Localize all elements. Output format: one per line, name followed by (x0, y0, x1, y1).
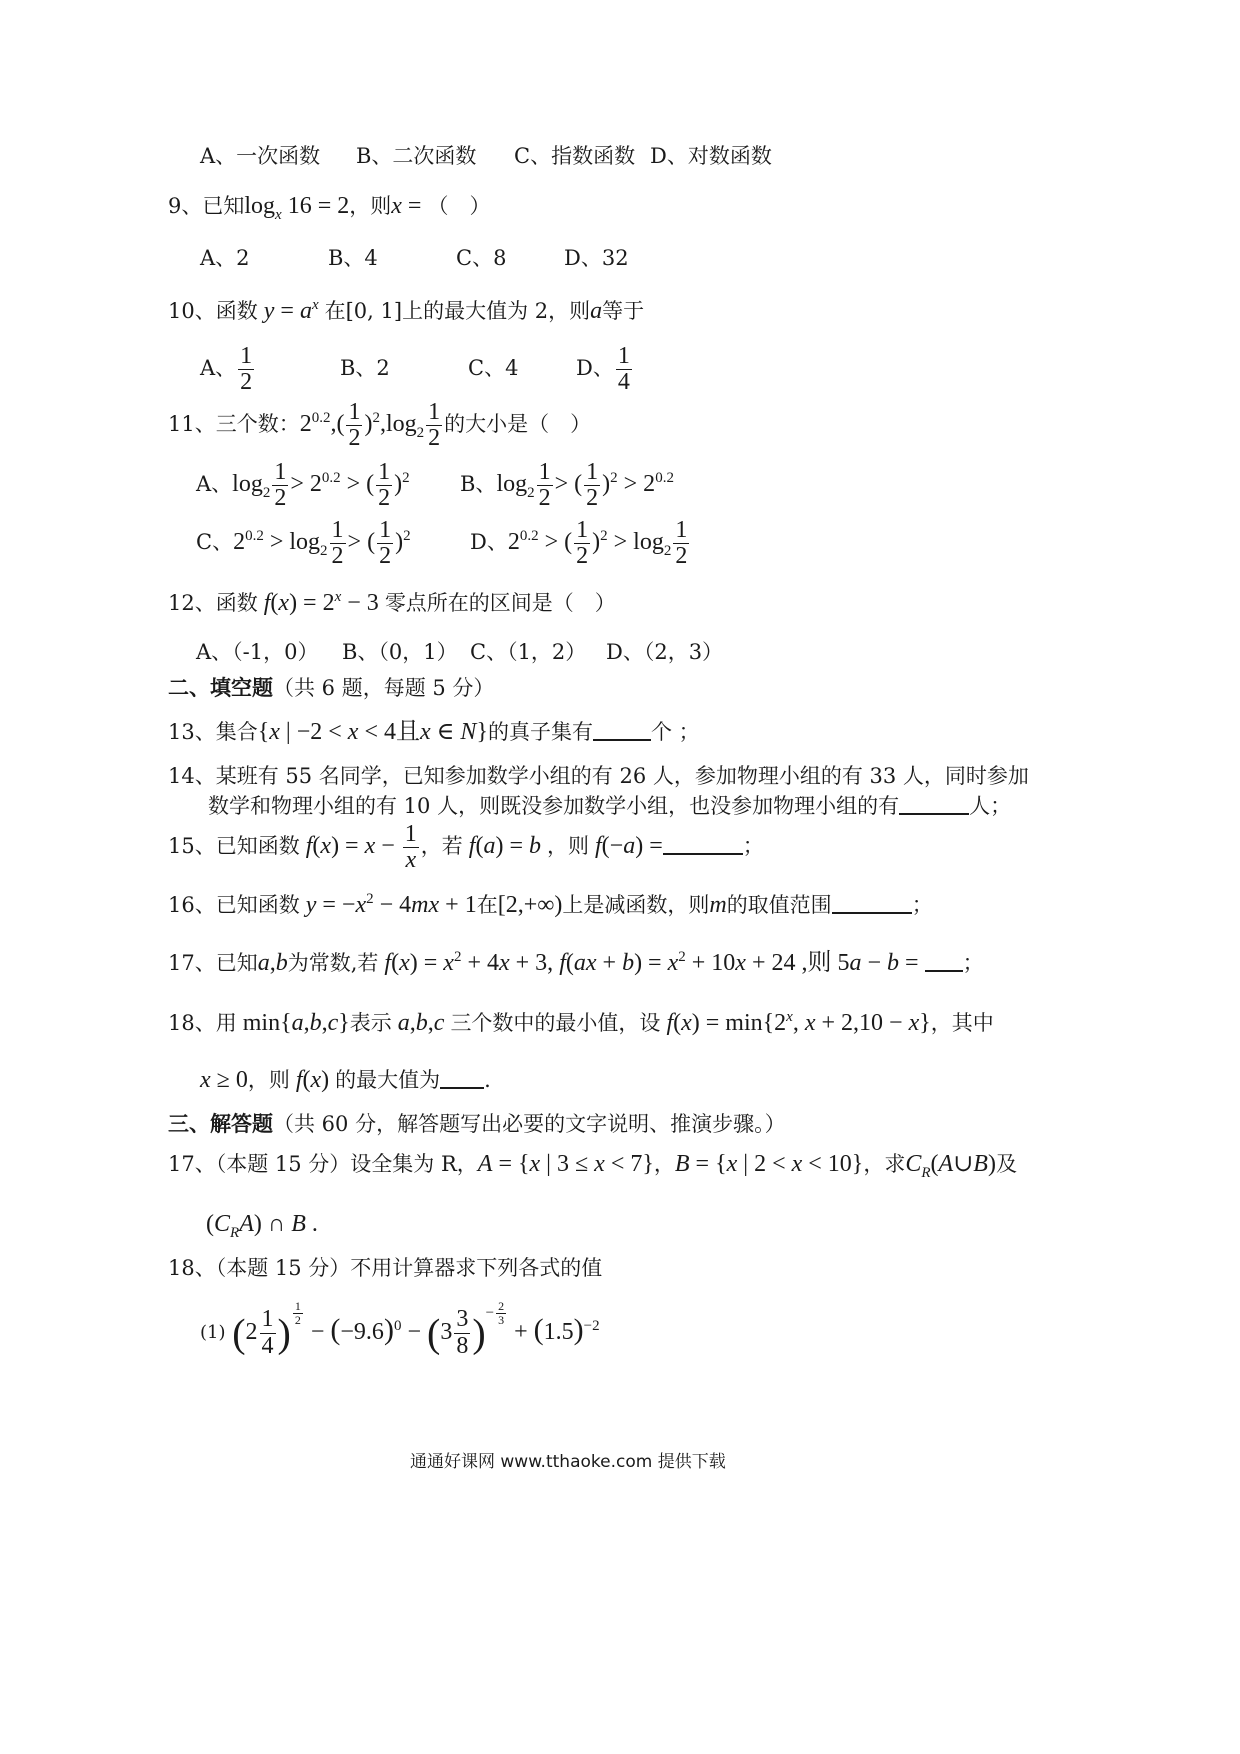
q15-answer-blank[interactable] (663, 852, 743, 855)
q9-option-a: A、2 (200, 246, 250, 270)
q18-expression: (2 $\frac{1}{4}$ ) $^{\frac{1}{2}}$ − $(-9.6)^0 - (3$ $\frac{3}{8}$ )$^{- \frac{2}{3}}$ + $(1.5)^{-2}$ (232, 1299, 600, 1359)
q10-options (200, 343, 630, 396)
page-footer: 通通好课网 www.tthaoke.com 提供下载 (410, 1452, 726, 1472)
q12-option-b: B、（0，1） (342, 640, 458, 664)
q10-option-a: A、 $\frac{1}{2}$ (200, 343, 253, 396)
q12-options (196, 640, 724, 664)
q18-answer-blank[interactable] (440, 1086, 484, 1089)
question-14-line2: 数学和物理小组的有 10 人，则既没参加数学小组，也没参加物理小组的有 人； (208, 794, 1012, 818)
q10-option-b: B、2 (340, 356, 390, 380)
question-16: 16、已知函数 $y = -x^2 - 4mx + 1$在[2,+∞)上是减函数，则m的取值范围 ； (168, 891, 933, 918)
q10-option-d: D、 $\frac{1}{4}$ (576, 343, 630, 396)
q9-option-c: C、8 (456, 246, 507, 270)
q12-option-d: D、（2，3） (606, 640, 724, 664)
question-10: 10、函数 $y = a^x$ 在[0, 1]上的最大值为 2，则a等于 (168, 297, 645, 324)
question-12: 12、函数 $f(x) = 2^x - 3$ 零点所在的区间是（ ） (168, 589, 616, 616)
question-17-fill: 17、已知a,b为常数,若 $f(x) = x^2 + 4x + 3$, $f(ax + b) = x^2 + 10x + 24$ ,则 5a − b = ； (168, 949, 984, 976)
q12-option-c: C、（1，2） (470, 640, 587, 664)
q11-option-d: D、$2^{0.2}$ > ( $\frac{1}{2}$ )$^2 > \log_2$ $\frac{1}{2}$ (470, 517, 688, 570)
q9-option-d: D、32 (564, 246, 629, 270)
question-18-fill-line2: x ≥ 0，则 f(x) 的最大值为 . (200, 1067, 491, 1093)
q12-option-a: A、（-1，0） (196, 640, 319, 664)
q8-option-c: C、指数函数 (514, 144, 636, 168)
question-17-solve-line2: $(C_RA)$ ∩ B . (206, 1211, 318, 1241)
q9-options (200, 246, 629, 270)
q9-formula: $\log_x 16 = 2$ (244, 193, 350, 223)
q11-numbers: $2^{0.2}$,( $\frac{1}{2}$ )$^2,\log_2$ $\frac{1}{2}$ (299, 399, 441, 452)
question-9: 9、已知$\log_x 16 = 2$，则x = （ ） (168, 193, 491, 223)
q8-option-a: A、一次函数 (200, 144, 321, 168)
q13-answer-blank[interactable] (593, 738, 651, 741)
section-3-heading: 三、解答题（共 60 分，解答题写出必要的文字说明、推演步骤。） (168, 1112, 786, 1136)
question-14-line1: 14、某班有 55 名同学，已知参加数学小组的有 26 人，参加物理小组的有 33 人，同时参加 (168, 764, 1029, 788)
question-17-solve: 17、（本题 15 分）设全集为 R，A = {x | 3 ≤ x < 7}，B = {x | 2 < x < 10}，求$C_R(A\cup B)$及 (168, 1151, 1017, 1181)
q11-option-c: C、$2^{0.2} > \log_2$ $\frac{1}{2}$ > ( $\frac{1}{2}$ )$^2$ (196, 517, 411, 570)
q8-option-d: D、对数函数 (650, 144, 772, 168)
question-18-fill: 18、用 min{a,b,c}表示 a,b,c 三个数中的最小值，设 $f(x) = \min\{2^x$, x + 2,10 − x}，其中 (168, 1009, 994, 1036)
q8-options (200, 144, 772, 168)
q11-option-a: A、$\log_2$ $\frac{1}{2}$ > $2^{0.2}$ > ( $\frac{1}{2}$ )$^2$ (196, 459, 410, 512)
question-18-solve: 18、（本题 15 分）不用计算器求下列各式的值 (168, 1256, 603, 1280)
question-18-part1: (1) (2 $\frac{1}{4}$ ) $^{\frac{1}{2}}$ − $(-9.6)^0 - (3$ $\frac{3}{8}$ )$^{- \frac{2}{3}}$ + $(1.5)^{-2}$ (200, 1299, 600, 1359)
section-2-heading: 二、填空题（共 6 题，每题 5 分） (168, 676, 495, 700)
q9-option-b: B、4 (328, 246, 378, 270)
q8-option-b: B、二次函数 (356, 144, 477, 168)
question-15: 15、已知函数 f(x) = x − $\frac{1}{x}$ ，若 f(a) = b ，则 f(−a) = ； (168, 821, 764, 874)
q16-answer-blank[interactable] (832, 911, 912, 914)
q11-option-b: B、$\log_2$ $\frac{1}{2}$ > ( $\frac{1}{2}$ )$^2 > 2^{0.2}$ (460, 459, 674, 512)
question-13: 13、集合{x | −2 < x < 4且x ∈ N}的真子集有 个 ； (168, 719, 700, 745)
q17-answer-blank[interactable] (925, 969, 963, 972)
q14-answer-blank[interactable] (899, 812, 969, 815)
question-11: 11、三个数：$2^{0.2}$,( $\frac{1}{2}$ )$^2,\log_2$ $\frac{1}{2}$ 的大小是（ ） (168, 399, 592, 452)
q10-option-c: C、4 (468, 356, 519, 380)
